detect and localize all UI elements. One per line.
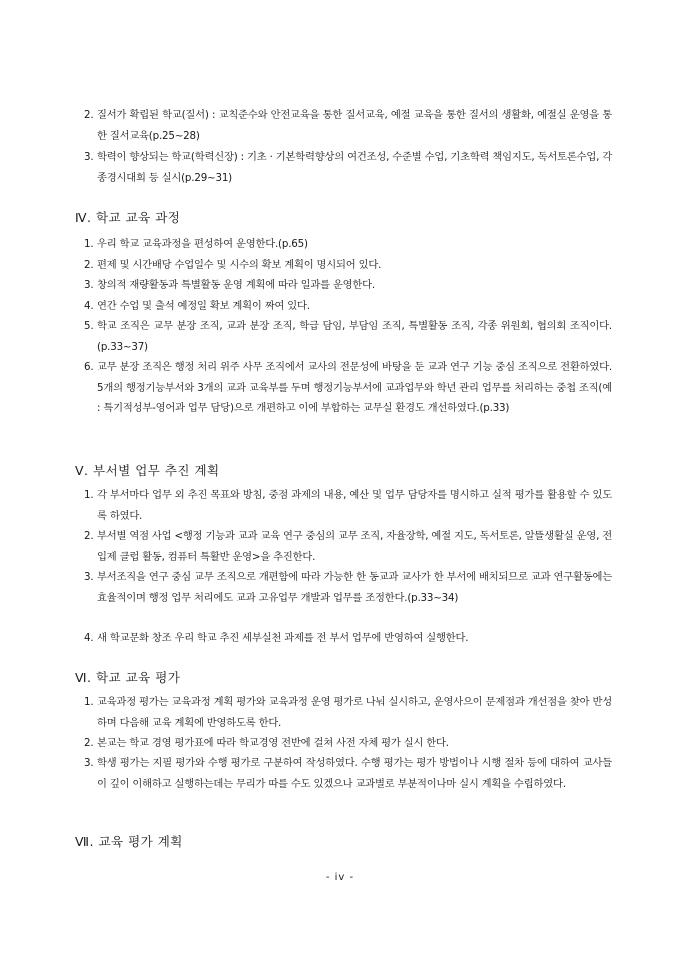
item-text: 창의적 재량활동과 특별활동 운영 계획에 따라 일과를 운영한다. <box>97 279 375 291</box>
item-number: 2. <box>84 109 94 121</box>
item-number: 3. <box>84 571 94 583</box>
item-number: 2. <box>84 530 94 542</box>
item-text: 학교 조직은 교무 분장 조직, 교과 분장 조직, 학급 담임, 부담임 조직, 특별활동 조직, 각종 위원회, 협의회 조직이다.(p.33∼37) <box>97 320 612 353</box>
list-item <box>84 567 612 608</box>
item-text: 각 부서마다 업무 외 추진 목표와 방침, 중점 과제의 내용, 예산 및 업무 담당자를 명시하고 실적 평가를 활용할 수 있도록 하였다. <box>97 489 612 522</box>
list-item <box>84 628 612 649</box>
item-number: 4. <box>84 300 94 312</box>
item-text: 학생 평가는 지필 평가와 수행 평가로 구분하여 작성하였다. 수행 평가는 평가 방법이나 시행 절차 등에 대하여 교사들이 깊이 이해하고 실행하는데는 무리가 따를 수도 있겠으나 교과별로 부분적이나마 실시 계획을 수립하였다. <box>97 757 612 790</box>
item-text: 교무 분장 조직은 행정 처리 위주 사무 조직에서 교사의 전문성에 바탕을 둔 교과 연구 기능 중심 조직으로 전환하였다. 5개의 행정기능부서와 3개의 교과 교육부를 두며 행정기능부서에 교과업무와 학년 관리 업무를 처리하는 중첩 조직(예 : 특기적성부-영어과 업무 담당)으로 개편하고 이에 부합하는 교무실 환경도 개선하였다.(p.33) <box>97 361 612 414</box>
item-number: 3. <box>84 757 94 769</box>
list-item <box>84 316 612 357</box>
item-text: 질서가 확립된 학교(질서) : 교칙준수와 안전교육을 통한 질서교육, 예절 교육을 통한 질서의 생활화, 예절실 운영을 통한 질서교육(p.25∼28) <box>97 109 612 142</box>
item-text: 편제 및 시간배당 수업일수 및 시수의 확보 계획이 명시되어 있다. <box>97 259 382 271</box>
list-item <box>84 275 612 296</box>
item-number: 2. <box>84 737 94 749</box>
list-item <box>84 147 612 188</box>
section-heading: Ⅴ. 부서별 업무 추진 계획 <box>75 463 220 478</box>
item-number: 1. <box>84 238 94 250</box>
section-heading: Ⅳ. 학교 교육 과정 <box>75 210 181 225</box>
item-number: 1. <box>84 489 94 501</box>
item-number: 2. <box>84 259 94 271</box>
list-item <box>84 733 612 754</box>
list-item <box>84 255 612 276</box>
list-item <box>84 692 612 733</box>
list-item <box>84 485 612 526</box>
section-heading: Ⅶ. 교육 평가 계획 <box>75 834 183 849</box>
list-item <box>84 357 612 419</box>
item-number: 1. <box>84 696 94 708</box>
list-item <box>84 234 612 255</box>
item-text: 부서별 역점 사업 <행정 기능과 교과 교육 연구 중심의 교무 조직, 자율장학, 예절 지도, 독서토론, 알뜰생활실 운영, 전입제 클럽 활동, 컴퓨터 특활반 운영>을 추진한다. <box>97 530 612 563</box>
section-heading: Ⅵ. 학교 교육 평가 <box>75 670 181 685</box>
list-item <box>84 296 612 317</box>
item-text: 본교는 학교 경영 평가표에 따라 학교경영 전반에 걸쳐 사전 자체 평가 실시 한다. <box>97 737 449 749</box>
item-number: 6. <box>84 361 94 373</box>
item-text: 연간 수업 및 출석 예정일 확보 계획이 짜여 있다. <box>97 300 310 312</box>
item-text: 부서조직을 연구 중심 교무 조직으로 개편함에 따라 가능한 한 동교과 교사가 한 부서에 배치되므로 교과 연구활동에는 효율적이며 행정 업무 처리에도 교과 고유업무 개발과 업무를 조정한다.(p.33∼34) <box>97 571 612 604</box>
item-text: 새 학교문화 창조 우리 학교 추진 세부실천 과제를 전 부서 업무에 반영하여 실행한다. <box>97 632 469 644</box>
item-text: 교육과정 평가는 교육과정 계획 평가와 교육과정 운영 평가로 나눠 실시하고, 운영사으이 문제점과 개선점을 찾아 반성하며 다음해 교육 계획에 반영하도록 한다. <box>97 696 612 729</box>
item-text: 학력이 향상되는 학교(학력신장) : 기초 · 기본학력향상의 여건조성, 수준별 수업, 기초학력 책임지도, 독서토론수업, 각종경시대회 등 실시(p.29∼31) <box>97 151 612 184</box>
page-number: - iv - <box>325 872 355 883</box>
item-number: 3. <box>84 151 94 163</box>
item-text: 우리 학교 교육과정을 편성하여 운영한다.(p.65) <box>97 238 308 250</box>
list-item <box>84 526 612 567</box>
item-number: 4. <box>84 632 94 644</box>
item-number: 5. <box>84 320 94 332</box>
list-item <box>84 753 612 794</box>
item-number: 3. <box>84 279 94 291</box>
list-item <box>84 105 612 146</box>
